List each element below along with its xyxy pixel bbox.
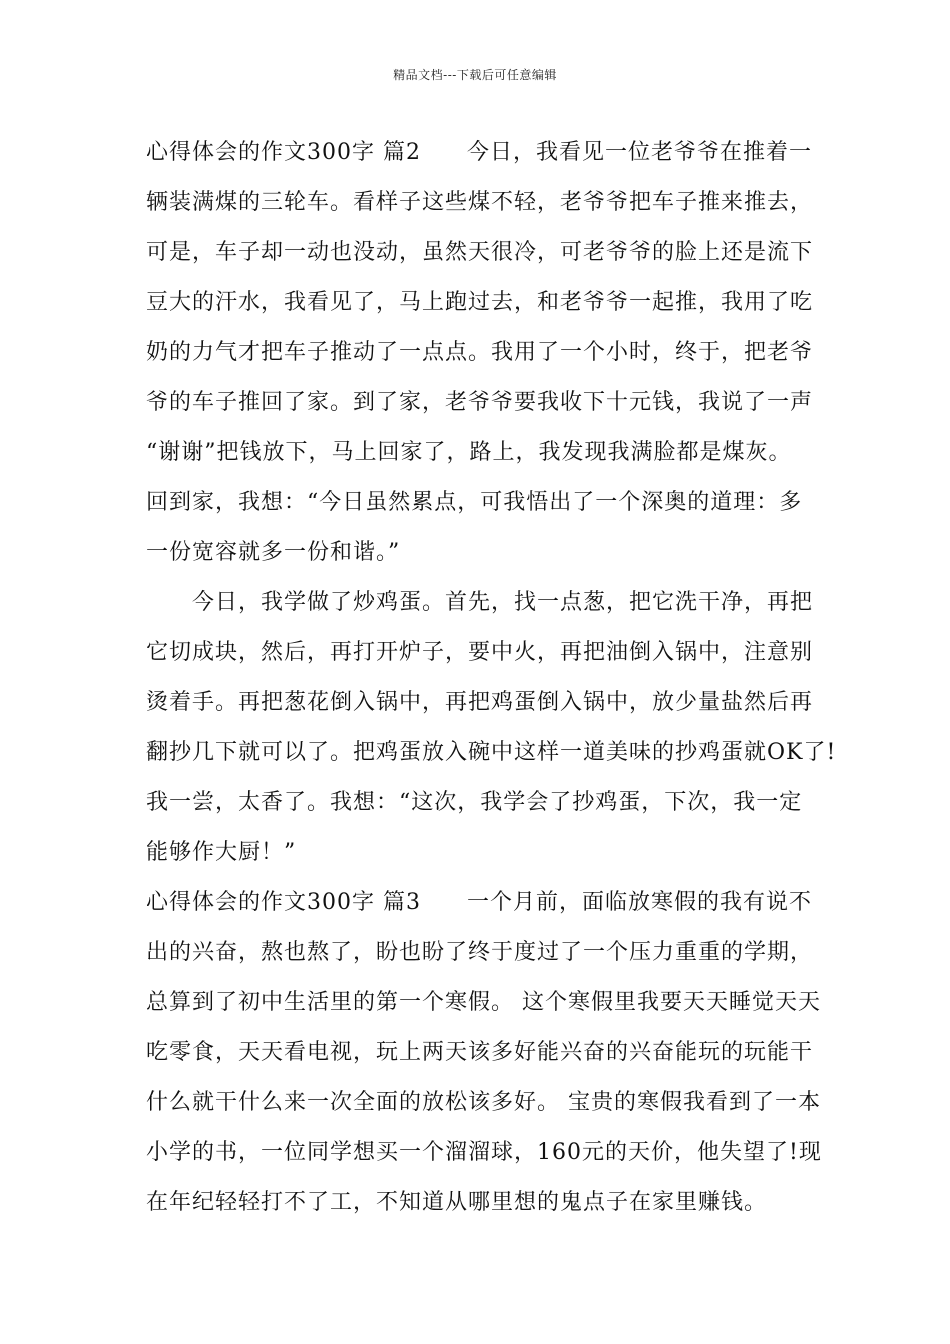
text-line: 可是，车子却一动也没动，虽然天很冷，可老爷爷的脸上还是流下 (146, 240, 814, 265)
text-line: 它切成块，然后，再打开炉子，要中火，再把油倒入锅中，注意别 (146, 640, 814, 665)
text-line: 豆大的汗水，我看见了，马上跑过去，和老爷爷一起推，我用了吃 (146, 290, 814, 315)
text-line: 吃零食，天天看电视，玩上两天该多好能兴奋的兴奋能玩的玩能干 (146, 1040, 814, 1065)
text-line: “谢谢”把钱放下，马上回家了，路上，我发现我满脸都是煤灰。 (146, 440, 792, 465)
text-line: 奶的力气才把车子推动了一点点。我用了一个小时，终于，把老爷 (146, 340, 814, 365)
text-line: 小学的书，一位同学想买一个溜溜球，160元的天价，他失望了!现 (146, 1140, 822, 1165)
text-line: 一份宽容就多一份和谐。” (146, 540, 401, 565)
text-line: 翻抄几下就可以了。把鸡蛋放入碗中这样一道美味的抄鸡蛋就OK了! (146, 740, 837, 765)
text-line: 我一尝，太香了。我想：“这次，我学会了抄鸡蛋，下次，我一定 (146, 790, 803, 815)
text-line: 出的兴奋，熬也熬了，盼也盼了终于度过了一个压力重重的学期， (146, 940, 814, 965)
text-line: 总算到了初中生活里的第一个寒假。 这个寒假里我要天天睡觉天天 (146, 990, 821, 1015)
text-line: 今日，我学做了炒鸡蛋。首先，找一点葱，把它洗干净，再把 (146, 590, 814, 615)
text-line: 在年纪轻轻打不了工，不知道从哪里想的鬼点子在家里赚钱。 (146, 1190, 768, 1215)
document-body (146, 128, 837, 1228)
text-line: 什么就干什么来一次全面的放松该多好。 宝贵的寒假我看到了一本 (146, 1090, 821, 1115)
text-line: 能够作大厨！” (146, 840, 297, 865)
text-line: 烫着手。再把葱花倒入锅中，再把鸡蛋倒入锅中，放少量盐然后再 (146, 690, 814, 715)
page-header: 精品文档---下载后可任意编辑 (393, 68, 557, 82)
text-line: 辆装满煤的三轮车。看样子这些煤不轻，老爷爷把车子推来推去， (146, 190, 814, 215)
text-line: 心得体会的作文300字 篇3 一个月前，面临放寒假的我有说不 (146, 890, 812, 915)
text-line: 回到家，我想：“今日虽然累点，可我悟出了一个深奥的道理：多 (146, 490, 803, 515)
text-line: 心得体会的作文300字 篇2 今日，我看见一位老爷爷在推着一 (146, 140, 812, 165)
text-line: 爷的车子推回了家。到了家，老爷爷要我收下十元钱，我说了一声 (146, 390, 814, 415)
